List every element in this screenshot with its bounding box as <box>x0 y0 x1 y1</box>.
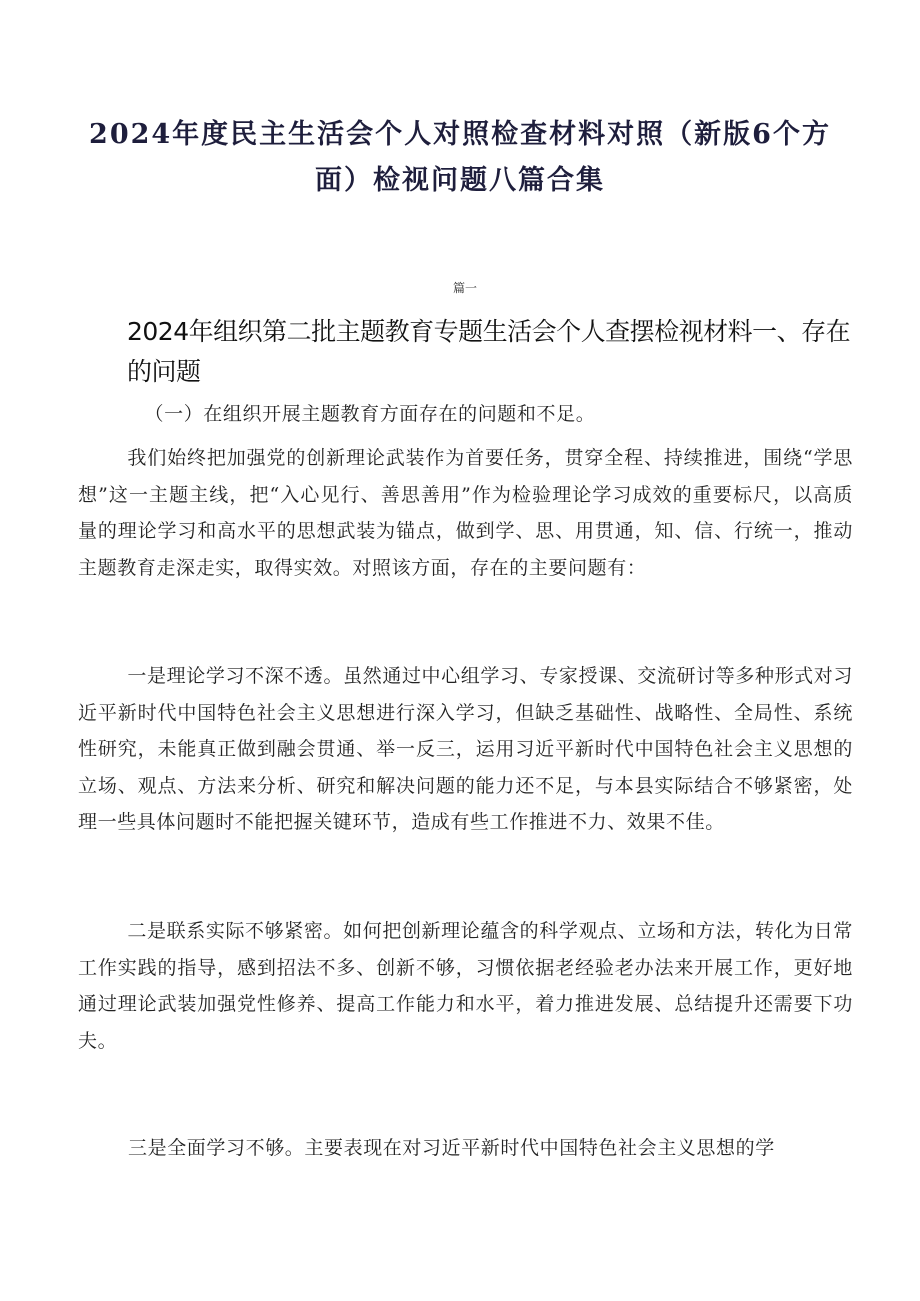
document-title: 2024年度民主生活会个人对照检查材料对照（新版6个方面）检视问题八篇合集 <box>89 119 831 196</box>
body-paragraph: 我们始终把加强党的创新理论武装作为首要任务，贯穿全程、持续推进，围绕“学思想”这一主题主线，把“入心见行、善思善用”作为检验理论学习成效的重要标尺，以高质量的理论学习和高水平的思想武装为锚点，做到学、思、用贯通，知、信、行统一，推动主题教育走深走实，取得实效。对照该方面，存在的主要问题有： <box>78 447 853 579</box>
section-title: 2024年组织第二批主题教育专题生活会个人查摆检视材料一、存在的问题 <box>127 317 851 386</box>
body-paragraph: 一是理论学习不深不透。虽然通过中心组学习、专家授课、交流研讨等多种形式对习近平新时代中国特色社会主义思想进行深入学习，但缺乏基础性、战略性、全局性、系统性研究，未能真正做到融会贯通、举一反三，运用习近平新时代中国特色社会主义思想的立场、观点、方法来分析、研究和解决问题的能力还不足，与本县实际结合不够紧密，处理一些具体问题时不能把握关键环节，造成有些工作推进不力、效果不佳。 <box>78 665 853 833</box>
subsection-heading: （一）在组织开展主题教育方面存在的问题和不足。 <box>144 403 596 425</box>
section-mark: 篇一 <box>452 281 477 295</box>
body-paragraph: 三是全面学习不够。主要表现在对习近平新时代中国特色社会主义思想的学 <box>128 1137 775 1159</box>
body-paragraph: 二是联系实际不够紧密。如何把创新理论蕴含的科学观点、立场和方法，转化为日常工作实践的指导，感到招法不多、创新不够，习惯依据老经验老办法来开展工作，更好地通过理论武装加强党性修养、提高工作能力和水平，着力推进发展、总结提升还需要下功夫。 <box>78 920 853 1052</box>
